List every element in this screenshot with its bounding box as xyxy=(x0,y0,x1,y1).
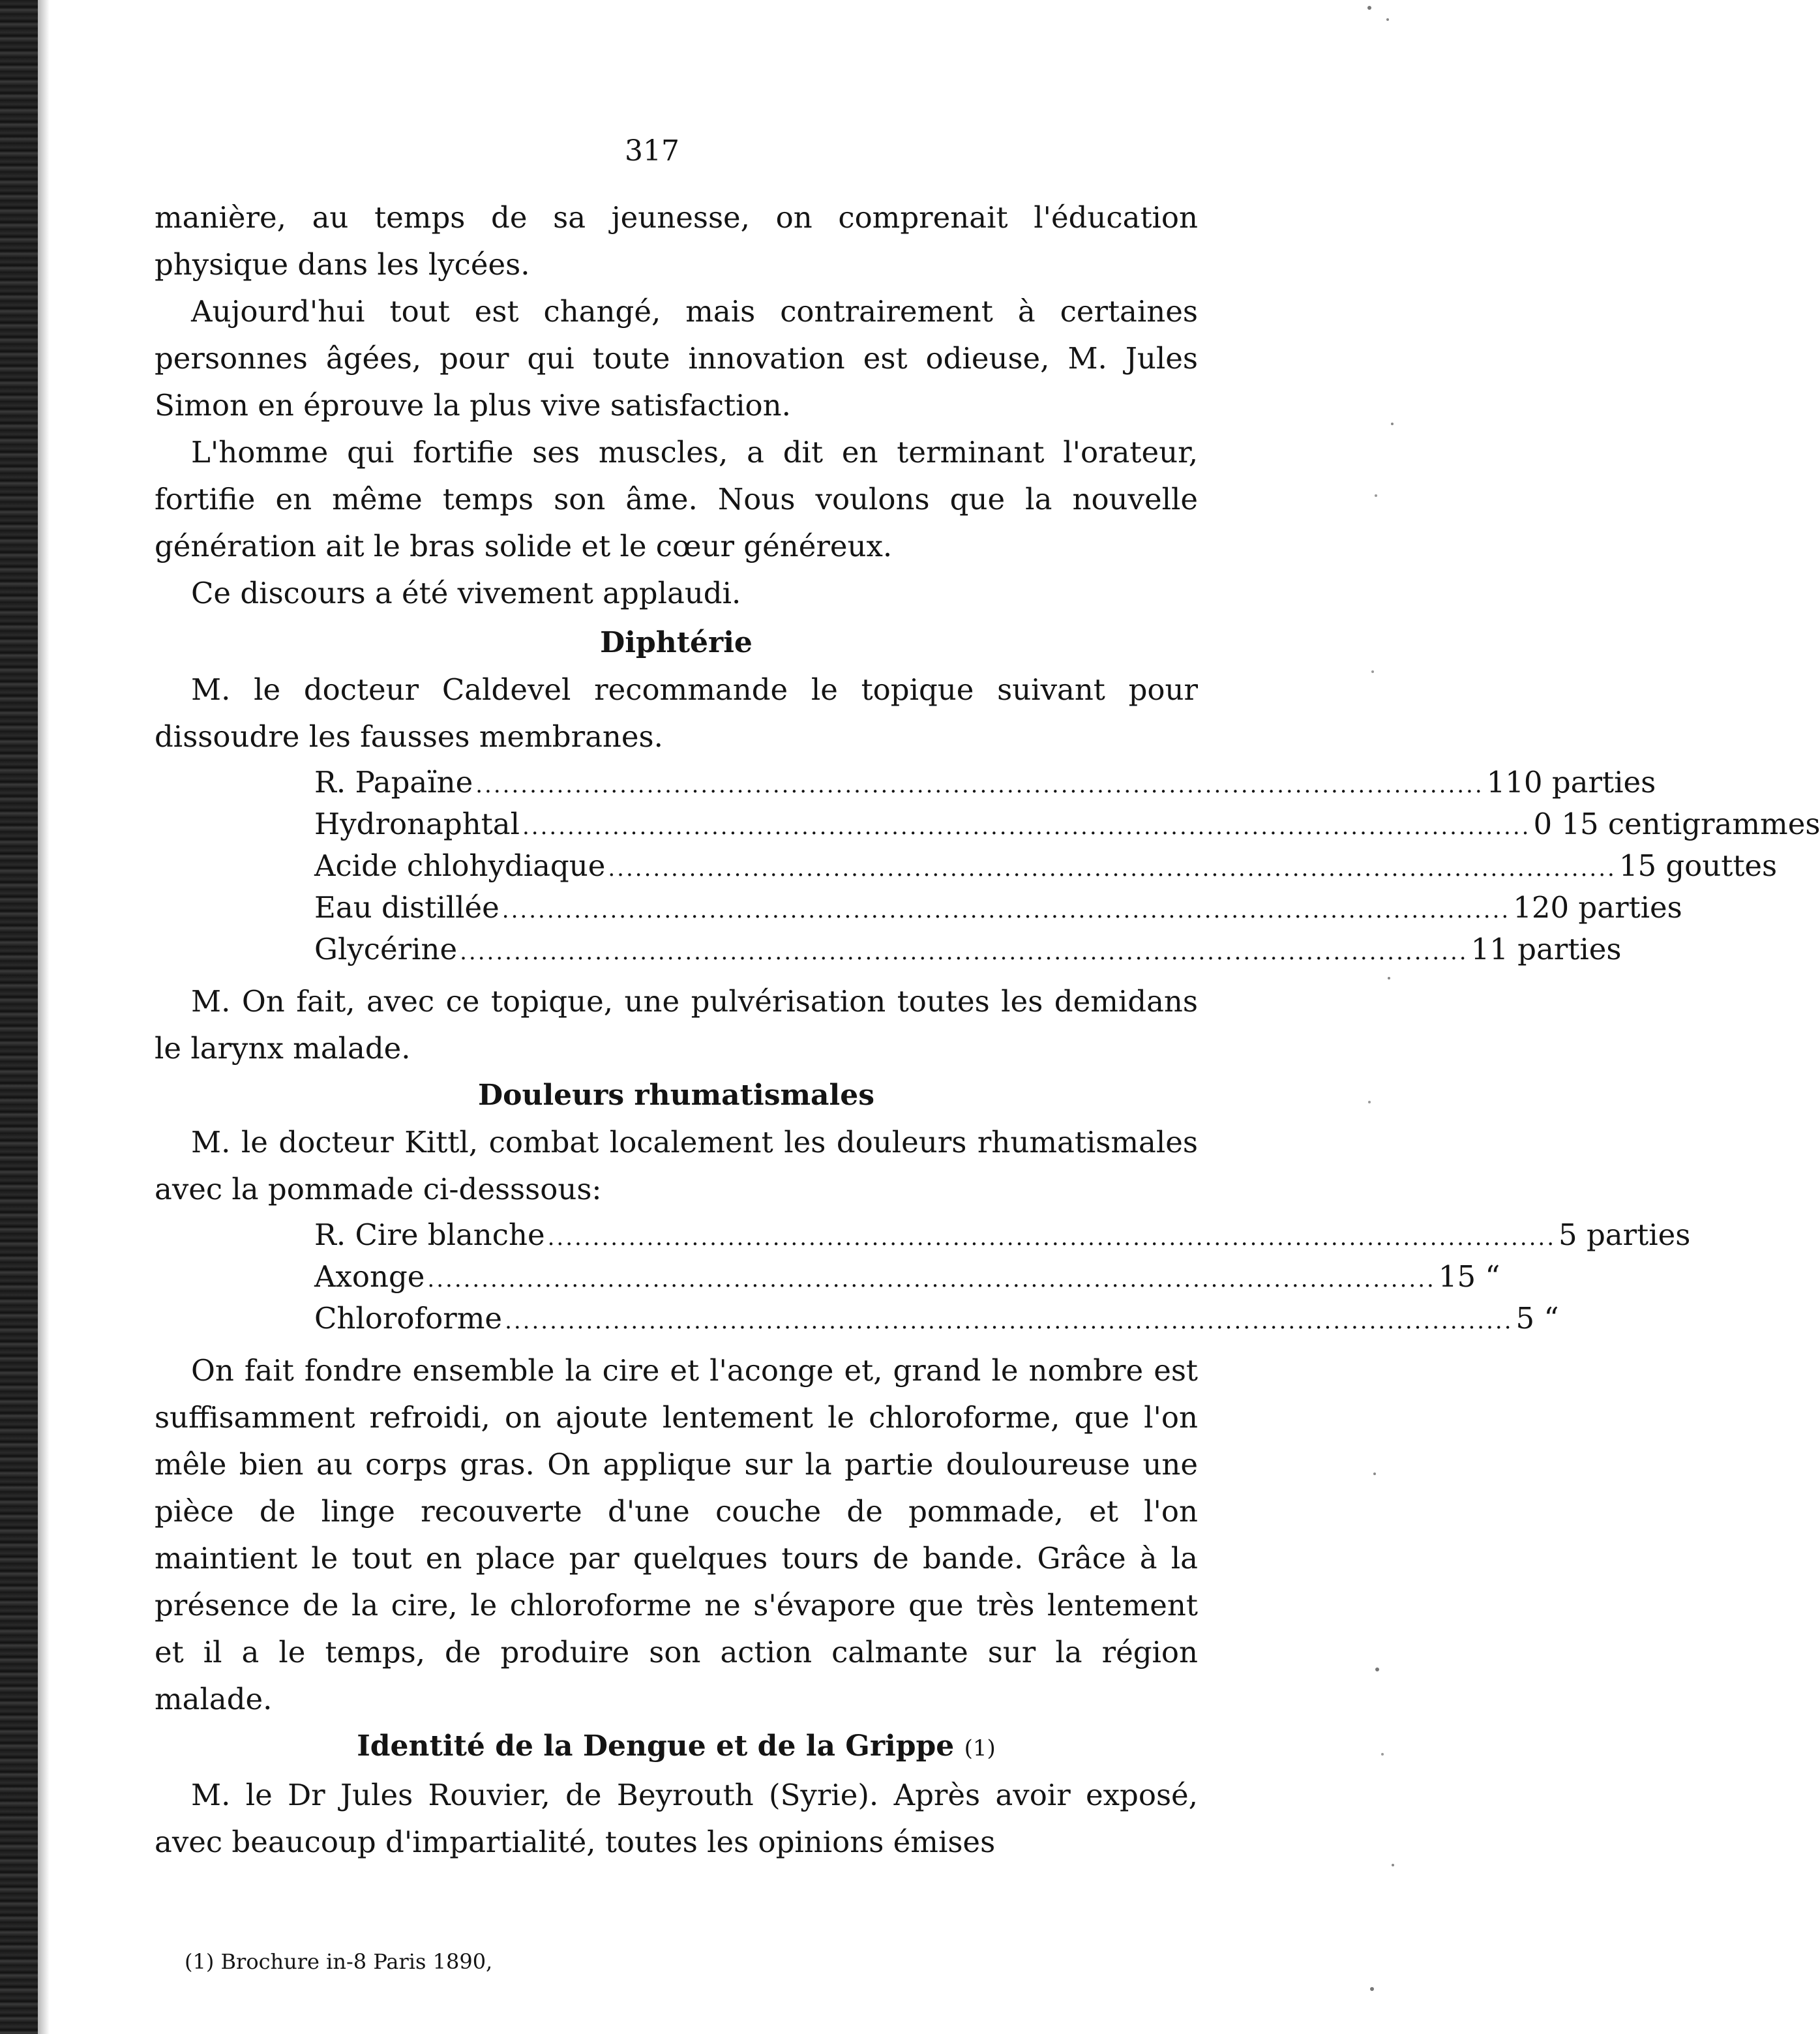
ingredient-name: Glycérine xyxy=(314,932,458,966)
paragraph: manière, au temps de sa jeunesse, on comprenait l'éducation physique dans les lycées. xyxy=(155,200,1198,282)
section-heading-dengue xyxy=(155,1723,1198,1772)
recipe-line xyxy=(314,805,1820,846)
page-number: 317 xyxy=(625,134,679,168)
paragraph: L'homme qui fortifie ses muscles, a dit en terminant l'orateur, fortifie en même temps son âme. Nous voulons que la nouvelle génération ait le bras solide et le cœur généreux. xyxy=(155,435,1198,563)
recipe-line xyxy=(314,930,1622,972)
book-spine-shadow xyxy=(0,0,38,2034)
paragraph: M. le docteur Caldevel recommande le topique suivant pour dissoudre les fausses membranes. xyxy=(155,672,1198,754)
ingredient-name: Axonge xyxy=(314,1259,425,1294)
dot-leader: ................................................................................................................ xyxy=(460,939,1469,965)
binding-edge xyxy=(38,0,50,2034)
ingredient-name: Chloroforme xyxy=(314,1301,503,1336)
section-heading-douleurs: Douleurs rhumatismales xyxy=(477,1079,875,1112)
heading-text: Identité de la Dengue et de la Grippe xyxy=(357,1729,955,1763)
dot-leader: ................................................................................................................ xyxy=(501,897,1511,923)
paragraph: Aujourd'hui tout est changé, mais contrairement à certaines personnes âgées, pour qui toute innovation est odieuse, M. Jules Simon en éprouve la plus vive satisfaction. xyxy=(155,294,1198,423)
paragraph: On fait fondre ensemble la cire et l'aconge et, grand le nombre est suffisamment refroidi, on ajoute lentement le chloroforme, que l'on mêle bien au corps gras. On applique sur la partie douloureuse une pièce de linge recouverte d'une couche de pommade, et l'on maintient le tout en place par quelques tours de bande. Grâce à la présence de la cire, le chloroforme ne s'évapore que très lentement et il a le temps, de produire son action calmante sur la région malade. xyxy=(155,1353,1198,1716)
ingredient-quantity: 0 15 centigrammes xyxy=(1533,807,1820,841)
page-body xyxy=(155,194,1820,1866)
paragraph: M. le Dr Jules Rouvier, de Beyrouth (Syrie). Après avoir exposé, avec beaucoup d'impartialité, toutes les opinions émises xyxy=(155,1778,1198,1859)
dot-leader: ................................................................................................................ xyxy=(427,1266,1436,1293)
recipe-diphterie xyxy=(314,763,1820,972)
paragraph: Ce discours a été vivement applaudi. xyxy=(191,576,741,610)
ingredient-quantity: 5 parties xyxy=(1559,1218,1691,1252)
scan-specks xyxy=(1330,0,1395,2034)
ingredient-quantity: 15 “ xyxy=(1438,1259,1500,1294)
recipe-line xyxy=(314,1299,1559,1341)
paragraph: M. le docteur Kittl, combat localement les douleurs rhumatismales avec la pommade ci-desssous: xyxy=(155,1125,1198,1206)
recipe-line xyxy=(314,763,1656,805)
paragraph: M. On fait, avec ce topique, une pulvérisation toutes les demidans le larynx malade. xyxy=(155,984,1198,1066)
recipe-line xyxy=(314,888,1682,930)
dot-leader: ................................................................................................................ xyxy=(522,814,1531,840)
section-heading-diphterie: Diphtérie xyxy=(600,626,753,659)
dot-leader: ................................................................................................................ xyxy=(608,856,1617,882)
footnote: (1) Brochure in-8 Paris 1890, xyxy=(185,1949,493,1974)
ingredient-quantity: 15 gouttes xyxy=(1619,848,1778,883)
footnote-reference: (1) xyxy=(964,1735,996,1761)
recipe-douleurs xyxy=(314,1216,1691,1341)
dot-leader: ................................................................................................................ xyxy=(547,1225,1557,1251)
ingredient-quantity: 110 parties xyxy=(1486,765,1656,800)
ingredient-quantity: 5 “ xyxy=(1515,1301,1559,1336)
recipe-line xyxy=(314,846,1778,888)
ingredient-quantity: 120 parties xyxy=(1513,890,1682,925)
ingredient-name: R. Papaïne xyxy=(314,765,473,800)
ingredient-name: Eau distillée xyxy=(314,890,500,925)
ingredient-name: R. Cire blanche xyxy=(314,1218,545,1252)
dot-leader: ................................................................................................................ xyxy=(475,772,1484,798)
ingredient-name: Acide chlohydiaque xyxy=(314,848,606,883)
recipe-line xyxy=(314,1216,1691,1257)
ingredient-name: Hydronaphtal xyxy=(314,807,520,841)
ingredient-quantity: 11 parties xyxy=(1470,932,1622,966)
recipe-line xyxy=(314,1257,1500,1299)
dot-leader: ................................................................................................................ xyxy=(505,1308,1514,1334)
